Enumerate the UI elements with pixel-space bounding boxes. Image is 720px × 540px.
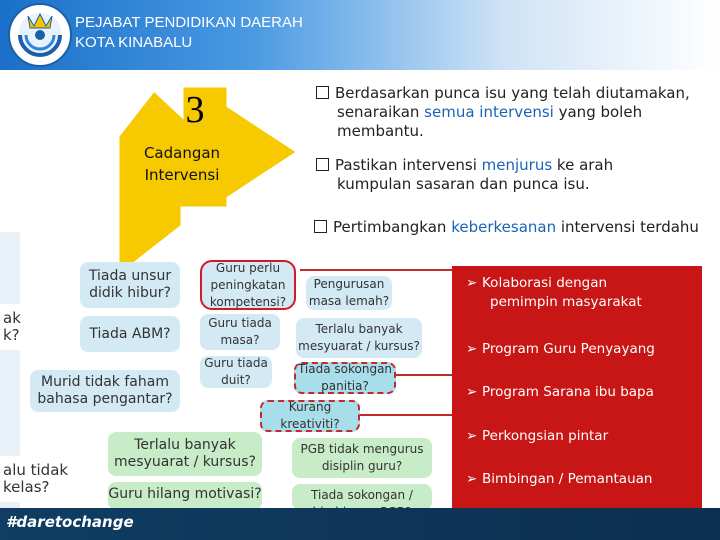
callout-tiada-sokongan-panitia: Tiada sokongan panitia? [294, 362, 396, 394]
chevron-right-icon: ➢ [466, 341, 478, 357]
callout-pgb-tidak-mengurus: PGB tidak mengurus disiplin guru? [292, 438, 432, 478]
callout-terlalu-banyak-left: Terlalu banyak mesyuarat / kursus? [108, 432, 262, 476]
callout-murid-tidak-faham: Murid tidak faham bahasa pengantar? [30, 370, 180, 412]
chevron-right-icon: ➢ [466, 275, 478, 291]
bullet-3: Pertimbangkan keberkesanan intervensi terdahu [314, 218, 720, 237]
intervention-item-3: ➢ Program Sarana ibu bapa [466, 384, 654, 400]
callout-guru-tiada-masa: Guru tiada masa? [200, 314, 280, 350]
edge-callout-bottom: alu tidak kelas? [0, 456, 70, 502]
callout-terlalu-banyak-right: Terlalu banyak mesyuarat / kursus? [296, 318, 422, 358]
callout-tiada-unsur: Tiada unsur didik hibur? [80, 262, 180, 308]
intervention-item-1: ➢ Kolaborasi dengan pemimpin masyarakat [466, 275, 642, 310]
callout-pengurusan-masa: Pengurusan masa lemah? [306, 276, 392, 310]
header-title-line1: PEJABAT PENDIDIKAN DAERAH [75, 14, 303, 31]
bullet-1: Berdasarkan punca isu yang telah diutamakan, senaraikan semua intervensi yang boleh membantu. [316, 84, 716, 141]
step-label-line1: Cadangan [143, 144, 221, 162]
intervention-item-4: ➢ Perkongsian pintar [466, 428, 609, 444]
header-title-line2: KOTA KINABALU [75, 34, 193, 51]
bullet-2: Pastikan intervensi menjurus ke arah kumpulan sasaran dan punca isu. [316, 156, 716, 194]
chevron-right-icon: ➢ [466, 471, 478, 487]
step-label-line2: Intervensi [144, 166, 220, 184]
chevron-right-icon: ➢ [466, 384, 478, 400]
callout-guru-hilang: Guru hilang motivasi? [108, 482, 262, 510]
chevron-right-icon: ➢ [466, 428, 478, 444]
footer-hashtag: #daretochange [6, 513, 134, 531]
intervention-item-2: ➢ Program Guru Penyayang [466, 341, 655, 357]
edge-callout-top: ak k? [0, 304, 28, 350]
intervention-item-5: ➢ Bimbingan / Pemantauan [466, 471, 653, 487]
callout-tiada-abm: Tiada ABM? [80, 316, 180, 352]
callout-guru-tiada-duit: Guru tiada duit? [200, 356, 272, 388]
callout-kurang-kreativiti: Kurang kreativiti? [260, 400, 360, 432]
callout-tiada-sokongan-pgb: Tiada sokongan / [292, 484, 432, 510]
step-number: 3 [185, 89, 205, 131]
callout-guru-perlu: Guru perlu peningkatan kompetensi? [200, 260, 296, 310]
